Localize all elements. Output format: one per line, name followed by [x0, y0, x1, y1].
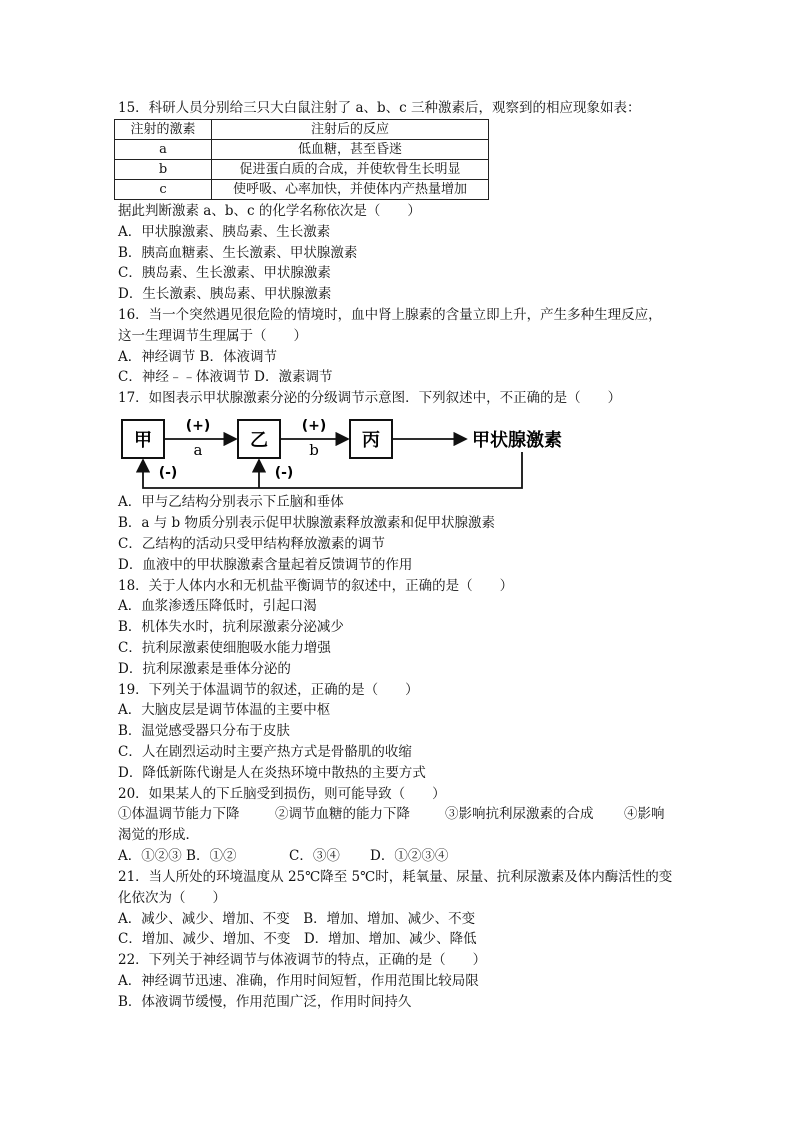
q17-option-c: C．乙结构的活动只受甲结构释放激素的调节: [118, 536, 385, 552]
diagram-box-jia-label: 甲: [134, 430, 152, 451]
q20-item-1: ①体温调节能力下降: [118, 806, 240, 822]
table-cell: a: [115, 140, 212, 160]
diagram-output-label: 甲状腺激素: [472, 430, 562, 451]
table-header-row: [115, 120, 489, 140]
q19-option-d: D．降低新陈代谢是人在炎热环境中散热的主要方式: [118, 765, 426, 781]
table-cell: 使呼吸、心率加快，并使体内产热量增加: [212, 180, 489, 200]
q20-option-d: D．①②③④: [370, 848, 449, 864]
q19-option-c: C．人在剧烈运动时主要产热方式是骨骼肌的收缩: [118, 744, 412, 760]
table-row: [115, 140, 489, 160]
q21-options-ab: A．减少、减少、增加、不变 B．增加、增加、减少、不变: [118, 911, 476, 927]
q22-option-b: B．体液调节缓慢，作用范围广泛，作用时间持久: [118, 994, 412, 1010]
diagram-box-bing-label: 丙: [362, 430, 380, 451]
feedback-minus-yi: (-): [274, 465, 294, 481]
q20-option-c: C．③④: [289, 848, 340, 864]
q17-diagram: [118, 412, 578, 494]
q18-option-d: D．抗利尿激素是垂体分泌的: [118, 661, 291, 677]
q15-option-b: B．胰高血糖素、生长激素、甲状腺激素: [118, 245, 358, 261]
q16-stem-line2: 这一生理调节生理属于（ ）: [118, 328, 307, 344]
q20-item-4: ④影响: [624, 806, 665, 822]
q19-stem: 19．下列关于体温调节的叙述，正确的是（ ）: [118, 682, 419, 698]
table-header-cell: 注射后的反应: [212, 120, 489, 140]
table-row: [115, 180, 489, 200]
q16-options-cd: C．神经﹣﹣体液调节 D．激素调节: [118, 369, 333, 385]
diagram-box-yi-label: 乙: [250, 430, 268, 451]
q19-option-b: B．温觉感受器只分布于皮肤: [118, 723, 290, 739]
q22-option-a: A．神经调节迅速、准确，作用时间短暂，作用范围比较局限: [118, 973, 479, 989]
q18-option-b: B．机体失水时，抗利尿激素分泌减少: [118, 619, 344, 635]
q15-question: 据此判断激素 a、b、c 的化学名称依次是（ ）: [118, 203, 421, 219]
table-cell: c: [115, 180, 212, 200]
q20-item-2: ②调节血糖的能力下降: [275, 806, 410, 822]
arrow-a-plus: (+): [185, 418, 211, 434]
q18-stem: 18．关于人体内水和无机盐平衡调节的叙述中，正确的是（ ）: [118, 578, 514, 594]
q21-options-cd: C．增加、减少、增加、不变 D．增加、增加、减少、降低: [118, 931, 477, 947]
q20-item-4-cont: 渴觉的形成．: [118, 827, 199, 843]
feedback-minus-jia: (-): [158, 465, 178, 481]
table-cell: 低血糖，甚至昏迷: [212, 140, 489, 160]
table-row: [115, 160, 489, 180]
q20-options-ab: A．①②③ B．①②: [118, 848, 237, 864]
q20-item-3: ③影响抗利尿激素的合成: [445, 806, 594, 822]
q17-option-a: A．甲与乙结构分别表示下丘脑和垂体: [118, 494, 344, 510]
q22-stem: 22．下列关于神经调节与体液调节的特点，正确的是（ ）: [118, 952, 487, 968]
arrow-a-label: a: [193, 441, 203, 459]
q16-stem-line1: 16．当一个突然遇见很危险的情境时，血中肾上腺素的含量立即上升，产生多种生理反应，: [118, 307, 662, 323]
arrow-b-plus: (+): [301, 418, 327, 434]
q17-stem: 17．如图表示甲状腺激素分泌的分级调节示意图．下列叙述中，不正确的是（ ）: [118, 390, 622, 406]
q17-option-d: D．血液中的甲状腺激素含量起着反馈调节的作用: [118, 557, 413, 573]
q17-option-b: B．a 与 b 物质分别表示促甲状腺激素释放激素和促甲状腺激素: [118, 515, 495, 531]
q15-option-c: C．胰岛素、生长激素、甲状腺激素: [118, 265, 331, 281]
q21-stem-line2: 化依次为（ ）: [118, 890, 226, 906]
q15-table: [114, 119, 489, 200]
q21-stem-line1: 21．当人所处的环境温度从 25℃降至 5℃时，耗氧量、尿量、抗利尿激素及体内酶活性的变: [118, 869, 673, 885]
q16-options-ab: A．神经调节 B．体液调节: [118, 349, 277, 365]
table-header-cell: 注射的激素: [115, 120, 212, 140]
q20-stem: 20．如果某人的下丘脑受到损伤，则可能导致（ ）: [118, 786, 446, 802]
table-cell: 促进蛋白质的合成，并使软骨生长明显: [212, 160, 489, 180]
q19-option-a: A．大脑皮层是调节体温的主要中枢: [118, 702, 331, 718]
q18-option-c: C．抗利尿激素使细胞吸水能力增强: [118, 640, 331, 656]
q15-stem: 15．科研人员分别给三只大白鼠注射了 a、b、c 三种激素后，观察到的相应现象如表：: [118, 100, 641, 116]
q15-option-a: A．甲状腺激素、胰岛素、生长激素: [118, 224, 331, 240]
arrow-b-label: b: [309, 441, 319, 459]
q18-option-a: A．血浆渗透压降低时，引起口渴: [118, 598, 317, 614]
q15-option-d: D．生长激素、胰岛素、甲状腺激素: [118, 286, 332, 302]
table-cell: b: [115, 160, 212, 180]
